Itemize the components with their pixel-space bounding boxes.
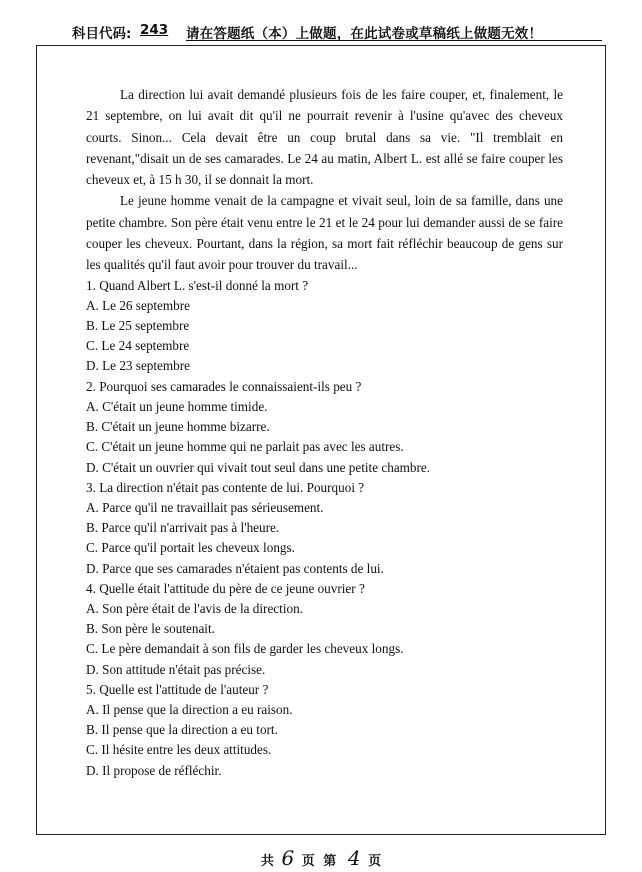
passage-paragraph: La direction lui avait demandé plusieurs fois de les faire couper, et, finalement, le 21 septembre, on lui avait dit qu'il ne pourrait revenir à l'usine qu'avec des cheveux courts. Sinon... Cela devait être un coup brutal dans sa vie. "Il tremblait en revenant,"disait un de ses camarades. Le 24 au matin, Albert L. est allé se faire couper les cheveux et, à 15 h 30, il se donnait la mort. [86, 87, 563, 188]
exam-content [86, 84, 563, 781]
answer-option: D. Son attitude n'était pas précise. [86, 661, 266, 677]
answer-option: A. Son père était de l'avis de la direction. [86, 600, 303, 616]
page-number: 4 [347, 846, 361, 870]
exam-header [72, 20, 602, 42]
question-text: 2. Pourquoi ses camarades le connaissaient-ils peu ? [86, 378, 362, 394]
question-block [86, 478, 563, 579]
question-block [86, 276, 563, 377]
answer-option: A. Le 26 septembre [86, 297, 190, 313]
answer-option: C. Le père demandait à son fils de garder les cheveux longs. [86, 641, 404, 657]
answer-option: B. C'était un jeune homme bizarre. [86, 419, 270, 435]
page-footer [0, 846, 642, 870]
subject-code-value: 243 [140, 22, 169, 38]
question-block [86, 680, 563, 781]
question-block [86, 377, 563, 478]
answer-option: B. Son père le soutenait. [86, 621, 215, 637]
answer-option: C. C'était un jeune homme qui ne parlait pas avec les autres. [86, 439, 404, 455]
total-prefix: 共 [260, 854, 274, 869]
answer-option: A. Il pense que la direction a eu raison. [86, 701, 293, 717]
question-text: 3. La direction n'était pas contente de lui. Pourquoi ? [86, 479, 365, 495]
answer-sheet-warning: 请在答题纸（本）上做题，在此试卷或草稿纸上做题无效！ [186, 26, 543, 42]
answer-option: C. Il hésite entre les deux attitudes. [86, 742, 272, 758]
passage-paragraph: Le jeune homme venait de la campagne et vivait seul, loin de sa famille, dans une petite chambre. Son père était venu entre le 21 et le 24 pour lui demander aussi de se faire couper les cheveux. Pourtant, dans la région, sa mort fait réfléchir beaucoup de gens sur les qualités qu'il faut avoir pour trouver du travail... [86, 193, 563, 273]
answer-option: B. Parce qu'il n'arrivait pas à l'heure. [86, 520, 280, 536]
question-text: 1. Quand Albert L. s'est-il donné la mort ? [86, 277, 309, 293]
question-block [86, 579, 563, 680]
question-text: 4. Quelle était l'attitude du père de ce jeune ouvrier ? [86, 580, 365, 596]
answer-option: D. Le 23 septembre [86, 358, 190, 374]
answer-option: B. Le 25 septembre [86, 318, 190, 334]
question-text: 5. Quelle est l'attitude de l'auteur ? [86, 681, 269, 697]
answer-option: B. Il pense que la direction a eu tort. [86, 722, 278, 738]
total-pages: 6 [281, 846, 295, 870]
answer-option: C. Le 24 septembre [86, 338, 190, 354]
answer-option: D. Parce que ses camarades n'étaient pas contents de lui. [86, 560, 384, 576]
header-rule [186, 40, 602, 41]
answer-option: D. C'était un ouvrier qui vivait tout seul dans une petite chambre. [86, 459, 431, 475]
page-suffix: 页 [368, 854, 382, 869]
subject-code-label: 科目代码: [72, 26, 132, 42]
answer-option: C. Parce qu'il portait les cheveux longs. [86, 540, 295, 556]
answer-option: A. C'était un jeune homme timide. [86, 398, 268, 414]
answer-option: D. Il propose de réfléchir. [86, 762, 222, 778]
total-suffix: 页 [301, 854, 315, 869]
answer-option: A. Parce qu'il ne travaillait pas sérieusement. [86, 499, 324, 515]
page-prefix: 第 [323, 854, 337, 869]
